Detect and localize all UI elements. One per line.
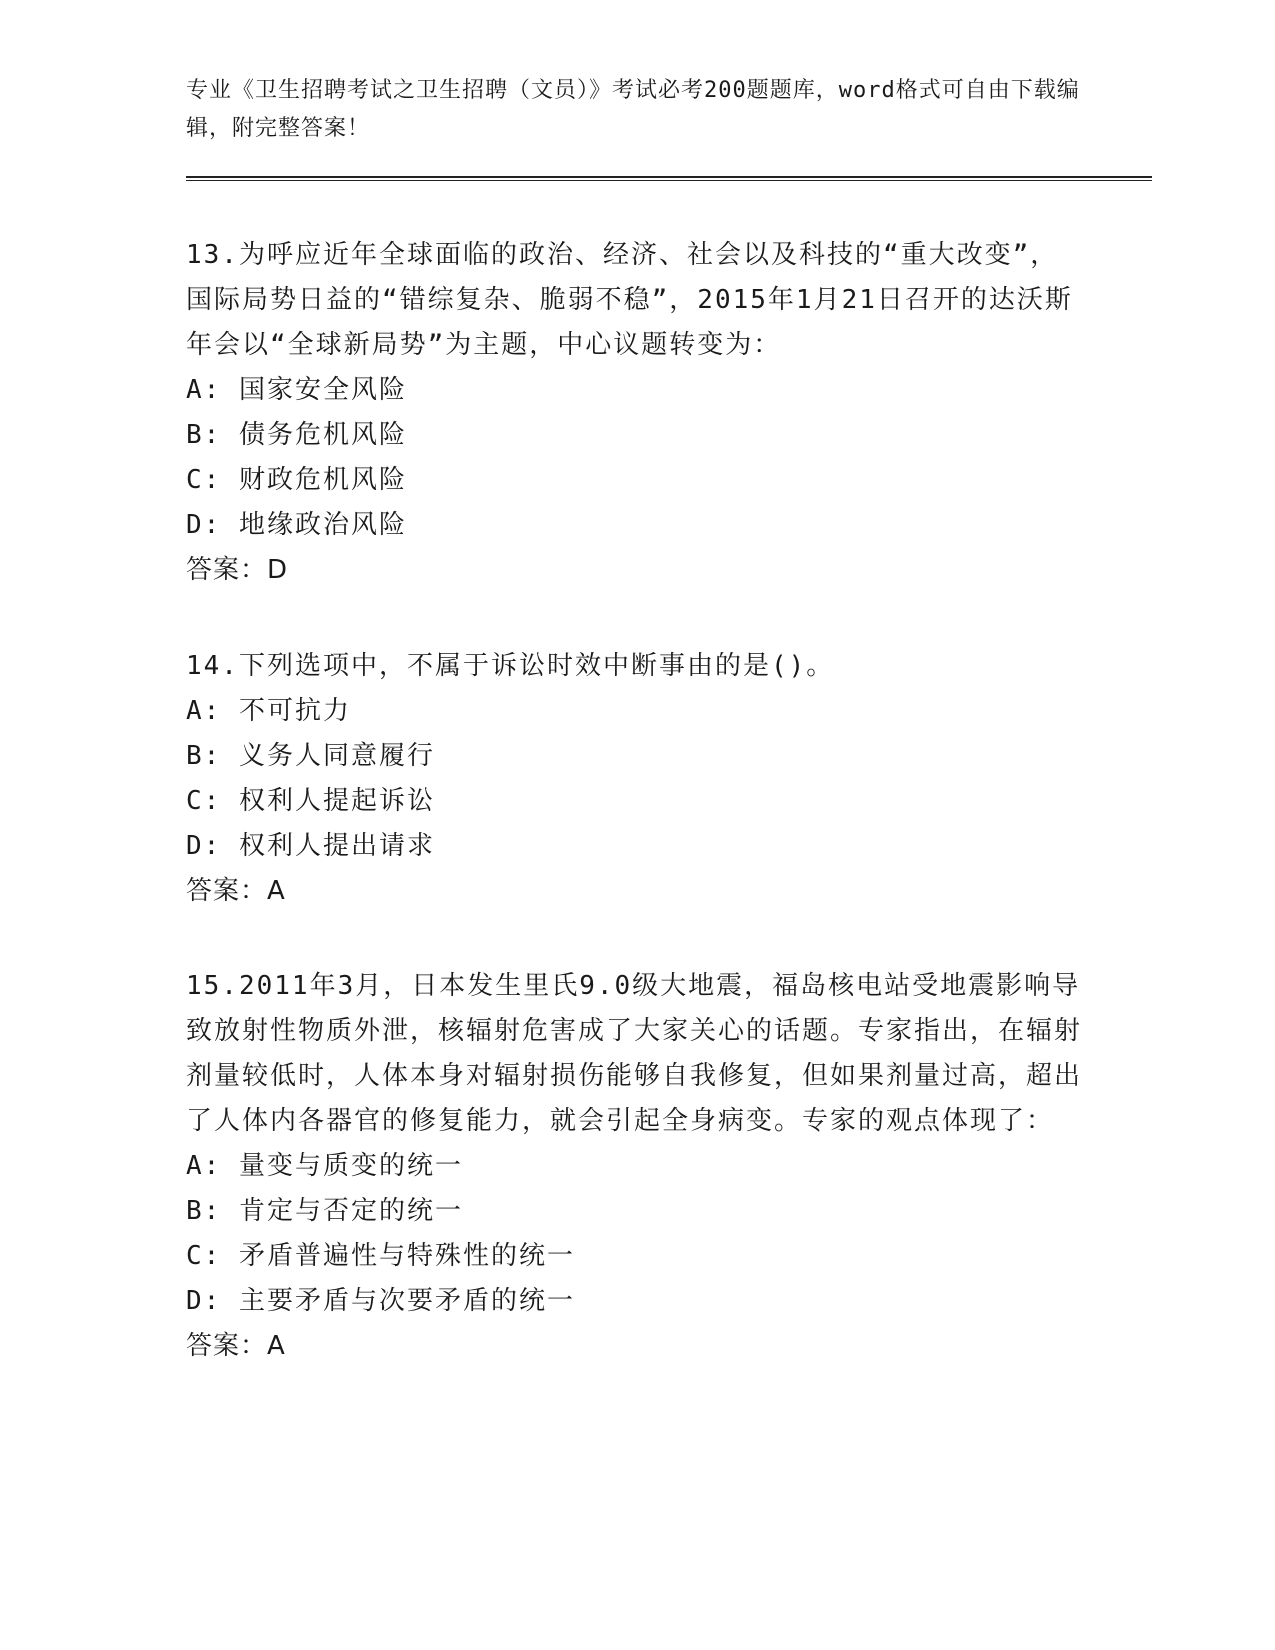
answer: 答案：D	[186, 555, 289, 585]
question-stem: 13.为呼应近年全球面临的政治、经济、社会以及科技的“重大改变”，国际局势日益的“错综复杂、脆弱不稳”，2015年1月21日召开的达沃斯年会以“全球新局势”为主题，中心议题转变为：	[186, 240, 1073, 360]
option-b: B: 肯定与否定的统一	[186, 1196, 463, 1226]
question-stem: 15.2011年3月，日本发生里氏9.0级大地震，福岛核电站受地震影响导致放射性物质外泄，核辐射危害成了大家关心的话题。专家指出，在辐射剂量较低时，人体本身对辐射损伤能够自我修复，但如果剂量过高，超出了人体内各器官的修复能力，就会引起全身病变。专家的观点体现了：	[186, 971, 1083, 1136]
question-14	[186, 644, 1086, 914]
option-c: C: 矛盾普遍性与特殊性的统一	[186, 1241, 575, 1271]
option-a: A: 国家安全风险	[186, 375, 407, 405]
header-divider	[186, 176, 1152, 181]
question-stem: 14.下列选项中，不属于诉讼时效中断事由的是()。	[186, 651, 835, 681]
option-a: A: 量变与质变的统一	[186, 1151, 463, 1181]
answer: 答案：A	[186, 876, 286, 906]
option-a: A: 不可抗力	[186, 696, 351, 726]
question-13	[186, 233, 1086, 593]
option-b: B: 债务危机风险	[186, 420, 407, 450]
answer: 答案：A	[186, 1331, 286, 1361]
option-d: D: 权利人提出请求	[186, 831, 435, 861]
option-b: B: 义务人同意履行	[186, 741, 435, 771]
document-header: 专业《卫生招聘考试之卫生招聘（文员）》考试必考200题题库，word格式可自由下载编辑，附完整答案！	[186, 78, 1080, 141]
option-d: D: 地缘政治风险	[186, 510, 407, 540]
question-15	[186, 964, 1086, 1369]
option-c: C: 财政危机风险	[186, 465, 407, 495]
option-d: D: 主要矛盾与次要矛盾的统一	[186, 1286, 575, 1316]
option-c: C: 权利人提起诉讼	[186, 786, 435, 816]
